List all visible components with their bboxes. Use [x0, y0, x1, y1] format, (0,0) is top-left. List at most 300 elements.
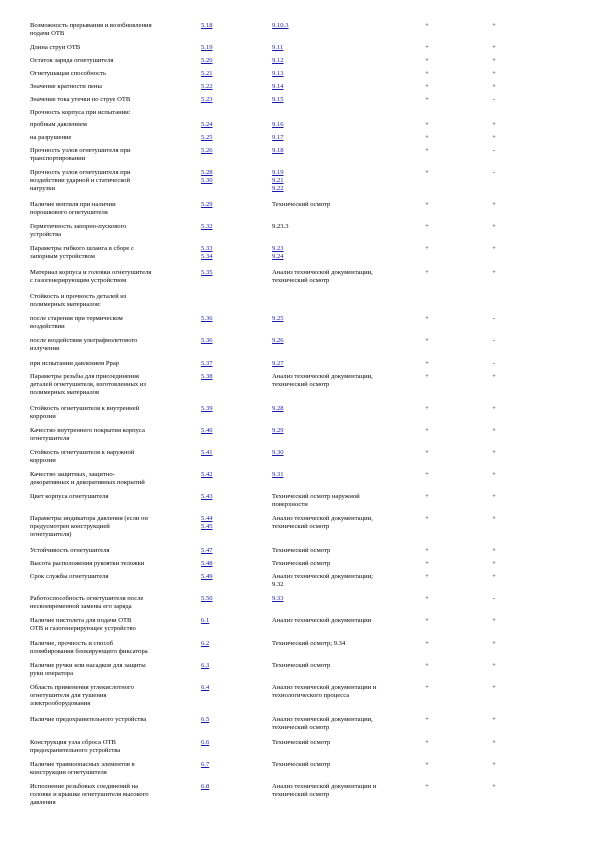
row-name — [30, 109, 198, 117]
row-name-line: Цвет корпуса огнетушителя — [30, 493, 109, 500]
row-name-line: Область применения углекислотного — [30, 684, 134, 691]
row-name — [30, 684, 198, 708]
method-link[interactable]: 9.25 — [272, 315, 284, 322]
row-clause — [201, 96, 259, 104]
mark-periodic: + — [492, 427, 496, 434]
row-name-line: Исполнение резьбовых соединений на — [30, 783, 139, 790]
row-name — [30, 493, 198, 501]
mark-acceptance: + — [425, 783, 429, 790]
clause-link[interactable]: 5.24 — [201, 121, 213, 128]
row-name-line: полимерных материалов — [30, 389, 100, 396]
method-text: технический осмотр — [272, 277, 330, 284]
row-name-line: Прочность корпуса при испытании: — [30, 109, 131, 116]
row-clause — [201, 515, 259, 531]
row-method — [272, 57, 420, 65]
method-link[interactable]: 9.18 — [272, 147, 284, 154]
row-clause — [201, 471, 259, 479]
mark-acceptance: + — [425, 617, 429, 624]
row-method — [272, 560, 420, 568]
row-name-line: полимерных материалов: — [30, 301, 101, 308]
row-clause — [201, 427, 259, 435]
mark-periodic: - — [492, 315, 496, 322]
clause-link[interactable]: 5.43 — [201, 493, 213, 500]
mark-periodic: + — [492, 684, 496, 691]
row-method — [272, 684, 420, 700]
row-name-line: Значение кратности пены — [30, 83, 102, 90]
row-clause — [201, 22, 259, 30]
row-clause — [201, 373, 259, 381]
clause-link[interactable]: 5.48 — [201, 560, 213, 567]
row-name-line: коррозии — [30, 413, 56, 420]
row-name — [30, 405, 198, 421]
method-text: Технический осмотр — [272, 547, 331, 554]
method-text: технологического процесса — [272, 692, 350, 699]
row-name-line: предохранительного устройства — [30, 747, 121, 754]
clause-link[interactable]: 5.39 — [201, 405, 213, 412]
clause-link[interactable]: 5.19 — [201, 44, 213, 51]
row-method — [272, 360, 420, 368]
method-link[interactable]: 9.12 — [272, 57, 284, 64]
mark-acceptance: + — [425, 169, 429, 176]
row-name — [30, 515, 198, 539]
row-name — [30, 739, 198, 755]
row-name-line: Параметры индикатора давления (если он — [30, 515, 148, 522]
row-name-line: Значение тока утечки по струе ОТВ — [30, 96, 131, 103]
row-method — [272, 761, 420, 769]
row-name — [30, 662, 198, 678]
row-method — [272, 493, 420, 509]
row-method — [272, 640, 420, 648]
row-clause — [201, 739, 259, 747]
row-name-line: пробным давлением — [30, 121, 87, 128]
clause-link[interactable]: 5.50 — [201, 595, 213, 602]
row-method — [272, 169, 420, 193]
clause-link[interactable]: 5.33 — [201, 245, 213, 252]
row-name-line: деталей огнетушителя, изготовленных из — [30, 381, 146, 388]
clause-link[interactable]: 5.36 — [201, 315, 213, 322]
row-clause — [201, 121, 259, 129]
row-clause — [201, 315, 259, 323]
method-text: Анализ технической документации, — [272, 716, 373, 723]
mark-periodic: + — [492, 201, 496, 208]
row-clause — [201, 573, 259, 581]
row-name — [30, 761, 198, 777]
row-clause — [201, 169, 259, 185]
row-name — [30, 716, 198, 724]
clause-link[interactable]: 5.25 — [201, 134, 213, 141]
method-link[interactable]: 9.14 — [272, 83, 284, 90]
method-link[interactable]: 9.17 — [272, 134, 284, 141]
row-clause — [201, 684, 259, 692]
row-clause — [201, 201, 259, 209]
method-text: технический осмотр — [272, 791, 330, 798]
row-name-line: Стойкость огнетушителя к внутренней — [30, 405, 140, 412]
row-clause — [201, 405, 259, 413]
row-name-line: Качество защитных, защитно- — [30, 471, 115, 478]
row-clause — [201, 147, 259, 155]
row-name — [30, 360, 198, 368]
method-text: Анализ технической документации; — [272, 573, 374, 580]
method-text: Анализ технической документации, — [272, 269, 373, 276]
row-clause — [201, 57, 259, 65]
mark-acceptance: + — [425, 44, 429, 51]
row-name-line: с газогенерирующим устройством — [30, 277, 127, 284]
row-method — [272, 201, 420, 209]
clause-link[interactable]: 5.36 — [201, 337, 213, 344]
mark-periodic: + — [492, 547, 496, 554]
mark-periodic: + — [492, 573, 496, 580]
row-clause — [201, 547, 259, 555]
method-link[interactable]: 9.27 — [272, 360, 284, 367]
method-link[interactable]: 9.31 — [272, 471, 284, 478]
method-text: Технический осмотр наружной — [272, 493, 360, 500]
row-name — [30, 293, 198, 309]
method-text: Анализ технической документации и — [272, 783, 377, 790]
method-text: Технический осмотр — [272, 662, 331, 669]
row-name-line: на разрушение — [30, 134, 72, 141]
mark-periodic: - — [492, 595, 496, 602]
mark-acceptance: + — [425, 405, 429, 412]
row-name — [30, 449, 198, 465]
mark-periodic: + — [492, 223, 496, 230]
row-name-line: устройства — [30, 231, 62, 238]
row-name-line: излучения — [30, 345, 60, 352]
row-method — [272, 22, 420, 30]
mark-periodic: + — [492, 761, 496, 768]
mark-periodic: + — [492, 373, 496, 380]
mark-acceptance: + — [425, 684, 429, 691]
method-link[interactable]: 9.13 — [272, 70, 284, 77]
row-name-line: Срок службы огнетушителя — [30, 573, 109, 580]
row-name-line: Работоспособность огнетушителя после — [30, 595, 144, 602]
row-name-line: запорным устройством — [30, 253, 95, 260]
method-link[interactable]: 9.10.3 — [272, 22, 289, 29]
mark-acceptance: + — [425, 547, 429, 554]
method-text: поверхности — [272, 501, 308, 508]
mark-periodic: + — [492, 617, 496, 624]
method-link[interactable]: 9.16 — [272, 121, 284, 128]
clause-link[interactable]: 5.47 — [201, 547, 213, 554]
method-text: технический осмотр — [272, 523, 330, 530]
clause-link[interactable]: 6.4 — [201, 684, 210, 691]
mark-acceptance: + — [425, 22, 429, 29]
row-method — [272, 96, 420, 104]
row-clause — [201, 70, 259, 78]
mark-acceptance: + — [425, 761, 429, 768]
clause-link[interactable]: 5.40 — [201, 427, 213, 434]
clause-link[interactable]: 6.6 — [201, 739, 210, 746]
row-method — [272, 134, 420, 142]
clause-link[interactable]: 5.22 — [201, 83, 213, 90]
row-name — [30, 560, 198, 568]
row-name — [30, 573, 198, 581]
method-link[interactable]: 9.23 — [272, 245, 284, 252]
row-clause — [201, 245, 259, 261]
row-name-line: Качество внутреннего покрытия корпуса — [30, 427, 145, 434]
row-method — [272, 739, 420, 747]
method-link[interactable]: 9.11 — [272, 44, 284, 51]
row-name — [30, 83, 198, 91]
row-name-line: давления — [30, 799, 56, 806]
row-name-line: Устойчивость огнетушителя — [30, 547, 110, 554]
row-name-line: огнетушителя для тушения — [30, 692, 107, 699]
row-name — [30, 783, 198, 807]
row-method — [272, 121, 420, 129]
row-name — [30, 201, 198, 217]
method-text: Технический осмотр; 9.34 — [272, 640, 346, 647]
method-text: Технический осмотр — [272, 739, 331, 746]
mark-periodic: + — [492, 662, 496, 669]
row-method — [272, 783, 420, 799]
row-name-line: Возможность прерывания и возобновления — [30, 22, 152, 29]
mark-periodic: + — [492, 515, 496, 522]
row-method — [272, 373, 420, 389]
mark-periodic: + — [492, 269, 496, 276]
mark-acceptance: + — [425, 83, 429, 90]
method-link[interactable]: 9.30 — [272, 449, 284, 456]
row-name — [30, 337, 198, 353]
row-clause — [201, 560, 259, 568]
mark-acceptance: + — [425, 57, 429, 64]
row-name-line: огнетушителя) — [30, 531, 72, 538]
row-name-line: Наличие травмоопасных элементов в — [30, 761, 135, 768]
method-link[interactable]: 9.22 — [272, 185, 284, 192]
mark-periodic: - — [492, 337, 496, 344]
row-name — [30, 70, 198, 78]
mark-acceptance: + — [425, 662, 429, 669]
row-name-line: Герметичность запорно-пускового — [30, 223, 127, 230]
row-name-line: предусмотрен конструкцией — [30, 523, 110, 530]
clause-link[interactable]: 5.23 — [201, 96, 213, 103]
row-method — [272, 70, 420, 78]
row-name-line: Стойкость и прочность деталей из — [30, 293, 127, 300]
row-name — [30, 427, 198, 443]
row-name-line: после воздействия ультрафиолетового — [30, 337, 138, 344]
method-text: 9.23.3 — [272, 223, 289, 230]
clause-link[interactable]: 6.5 — [201, 716, 210, 723]
row-clause — [201, 134, 259, 142]
row-method — [272, 223, 420, 231]
mark-acceptance: + — [425, 449, 429, 456]
row-clause — [201, 360, 259, 368]
method-link[interactable]: 9.28 — [272, 405, 284, 412]
clause-link[interactable]: 5.28 — [201, 169, 213, 176]
row-name-line: подачи ОТВ — [30, 30, 65, 37]
row-name — [30, 169, 198, 193]
method-link[interactable]: 9.24 — [272, 253, 284, 260]
row-name-line: головке и крышке огнетушителя высокого — [30, 791, 149, 798]
mark-periodic: + — [492, 405, 496, 412]
row-name-line: несвоевременной замены его заряда — [30, 603, 132, 610]
clause-link[interactable]: 5.34 — [201, 253, 213, 260]
row-name-line: Высота расположения рукоятки теложки — [30, 560, 145, 567]
mark-periodic: + — [492, 57, 496, 64]
row-clause — [201, 269, 259, 277]
row-method — [272, 449, 420, 457]
mark-acceptance: + — [425, 573, 429, 580]
clause-link[interactable]: 5.26 — [201, 147, 213, 154]
mark-acceptance: + — [425, 716, 429, 723]
row-clause — [201, 493, 259, 501]
row-method — [272, 147, 420, 155]
row-clause — [201, 761, 259, 769]
method-link[interactable]: 9.19 — [272, 169, 284, 176]
row-clause — [201, 44, 259, 52]
mark-acceptance: + — [425, 739, 429, 746]
mark-periodic: + — [492, 493, 496, 500]
mark-periodic: + — [492, 83, 496, 90]
row-clause — [201, 223, 259, 231]
mark-acceptance: + — [425, 315, 429, 322]
row-name — [30, 57, 198, 65]
mark-acceptance: + — [425, 134, 429, 141]
row-name-line: нагрузки — [30, 185, 56, 192]
mark-acceptance: + — [425, 337, 429, 344]
mark-acceptance: + — [425, 70, 429, 77]
method-link[interactable]: 9.29 — [272, 427, 284, 434]
row-name-line: Длина струи ОТВ — [30, 44, 81, 51]
row-name — [30, 269, 198, 285]
mark-acceptance: + — [425, 595, 429, 602]
row-clause — [201, 83, 259, 91]
row-method — [272, 515, 420, 531]
row-name — [30, 223, 198, 239]
row-clause — [201, 662, 259, 670]
row-method — [272, 573, 420, 589]
mark-acceptance: + — [425, 427, 429, 434]
row-clause — [201, 337, 259, 345]
row-name-line: Прочность узлов огнетушителя при — [30, 169, 131, 176]
method-link[interactable]: 9.21 — [272, 177, 284, 184]
mark-periodic: + — [492, 560, 496, 567]
clause-link[interactable]: 6.8 — [201, 783, 210, 790]
clause-link[interactable]: 5.29 — [201, 201, 213, 208]
clause-link[interactable]: 5.41 — [201, 449, 213, 456]
clause-link[interactable]: 5.49 — [201, 573, 213, 580]
mark-acceptance: + — [425, 147, 429, 154]
row-method — [272, 595, 420, 603]
row-name — [30, 22, 198, 38]
row-name — [30, 147, 198, 163]
row-name-line: воздействии ударной и статической — [30, 177, 131, 184]
row-name — [30, 547, 198, 555]
mark-periodic: + — [492, 783, 496, 790]
method-text: технический осмотр — [272, 724, 330, 731]
row-method — [272, 315, 420, 323]
method-link[interactable]: 9.15 — [272, 96, 284, 103]
row-name-line: декоративных и декоративных покрытий — [30, 479, 145, 486]
row-clause — [201, 449, 259, 457]
method-text: Анализ технической документации — [272, 617, 372, 624]
row-method — [272, 245, 420, 261]
row-name-line: Наличие пистолета для подачи ОТВ — [30, 617, 132, 624]
clause-link[interactable]: 5.20 — [201, 57, 213, 64]
mark-periodic: + — [492, 245, 496, 252]
row-name-line: электрооборудования — [30, 700, 91, 707]
clause-link[interactable]: 5.30 — [201, 177, 213, 184]
row-name-line: пломбирования блокирующего фиксатора — [30, 648, 148, 655]
mark-periodic: + — [492, 471, 496, 478]
method-text: Технический осмотр — [272, 201, 331, 208]
row-name-line: при испытании давлением Ррар — [30, 360, 120, 367]
row-clause — [201, 783, 259, 791]
row-name-line: Параметры резьбы для присоединения — [30, 373, 139, 380]
row-name-line: Материал корпуса и головки огнетушителя — [30, 269, 152, 276]
clause-link[interactable]: 6.1 — [201, 617, 210, 624]
row-name — [30, 373, 198, 397]
method-text: 9.32 — [272, 581, 284, 588]
row-method — [272, 337, 420, 345]
clause-link[interactable]: 5.42 — [201, 471, 213, 478]
method-link[interactable]: 9.33 — [272, 595, 284, 602]
row-name — [30, 121, 198, 129]
row-name-line: Прочность узлов огнетушителя при — [30, 147, 131, 154]
row-name — [30, 617, 198, 633]
clause-link[interactable]: 5.32 — [201, 223, 213, 230]
mark-periodic: - — [492, 169, 496, 176]
row-method — [272, 547, 420, 555]
method-link[interactable]: 9.26 — [272, 337, 284, 344]
row-name-line: коррозии — [30, 457, 56, 464]
row-clause — [201, 640, 259, 648]
row-name-line: Наличие предохранительного устройства — [30, 716, 147, 723]
row-method — [272, 471, 420, 479]
row-name — [30, 96, 198, 104]
row-name-line: Параметры гибкого шланга в сборе с — [30, 245, 134, 252]
row-name — [30, 640, 198, 656]
mark-periodic: + — [492, 640, 496, 647]
row-name-line: конструкции огнетушителя — [30, 769, 107, 776]
row-name-line: после старения при термическом — [30, 315, 123, 322]
clause-link[interactable]: 5.38 — [201, 373, 213, 380]
row-method — [272, 716, 420, 732]
row-method — [272, 427, 420, 435]
clause-link[interactable]: 6.7 — [201, 761, 210, 768]
clause-link[interactable]: 5.35 — [201, 269, 213, 276]
mark-periodic: + — [492, 22, 496, 29]
mark-periodic: - — [492, 147, 496, 154]
mark-periodic: + — [492, 44, 496, 51]
row-method — [272, 269, 420, 285]
row-name-line: порошкового огнетушителя — [30, 209, 108, 216]
method-text: Анализ технической документации и — [272, 684, 377, 691]
clause-link[interactable]: 5.21 — [201, 70, 213, 77]
mark-periodic: - — [492, 360, 496, 367]
row-method — [272, 405, 420, 413]
row-method — [272, 617, 420, 625]
clause-link[interactable]: 5.18 — [201, 22, 213, 29]
clause-link[interactable]: 5.37 — [201, 360, 213, 367]
row-method — [272, 83, 420, 91]
mark-acceptance: + — [425, 640, 429, 647]
method-text: Анализ технической документации, — [272, 373, 373, 380]
clause-link[interactable]: 5.44 — [201, 515, 213, 522]
row-name-line: Остаток заряда огнетушителя — [30, 57, 114, 64]
mark-acceptance: + — [425, 201, 429, 208]
clause-link[interactable]: 5.45 — [201, 523, 213, 530]
row-name — [30, 44, 198, 52]
method-text: технический осмотр — [272, 381, 330, 388]
clause-link[interactable]: 6.2 — [201, 640, 210, 647]
row-name-line: Огнетушащая способность — [30, 70, 107, 77]
method-text: Технический осмотр — [272, 761, 331, 768]
row-method — [272, 44, 420, 52]
mark-periodic: + — [492, 739, 496, 746]
clause-link[interactable]: 6.3 — [201, 662, 210, 669]
mark-periodic: - — [492, 96, 496, 103]
mark-periodic: + — [492, 449, 496, 456]
row-clause — [201, 716, 259, 724]
